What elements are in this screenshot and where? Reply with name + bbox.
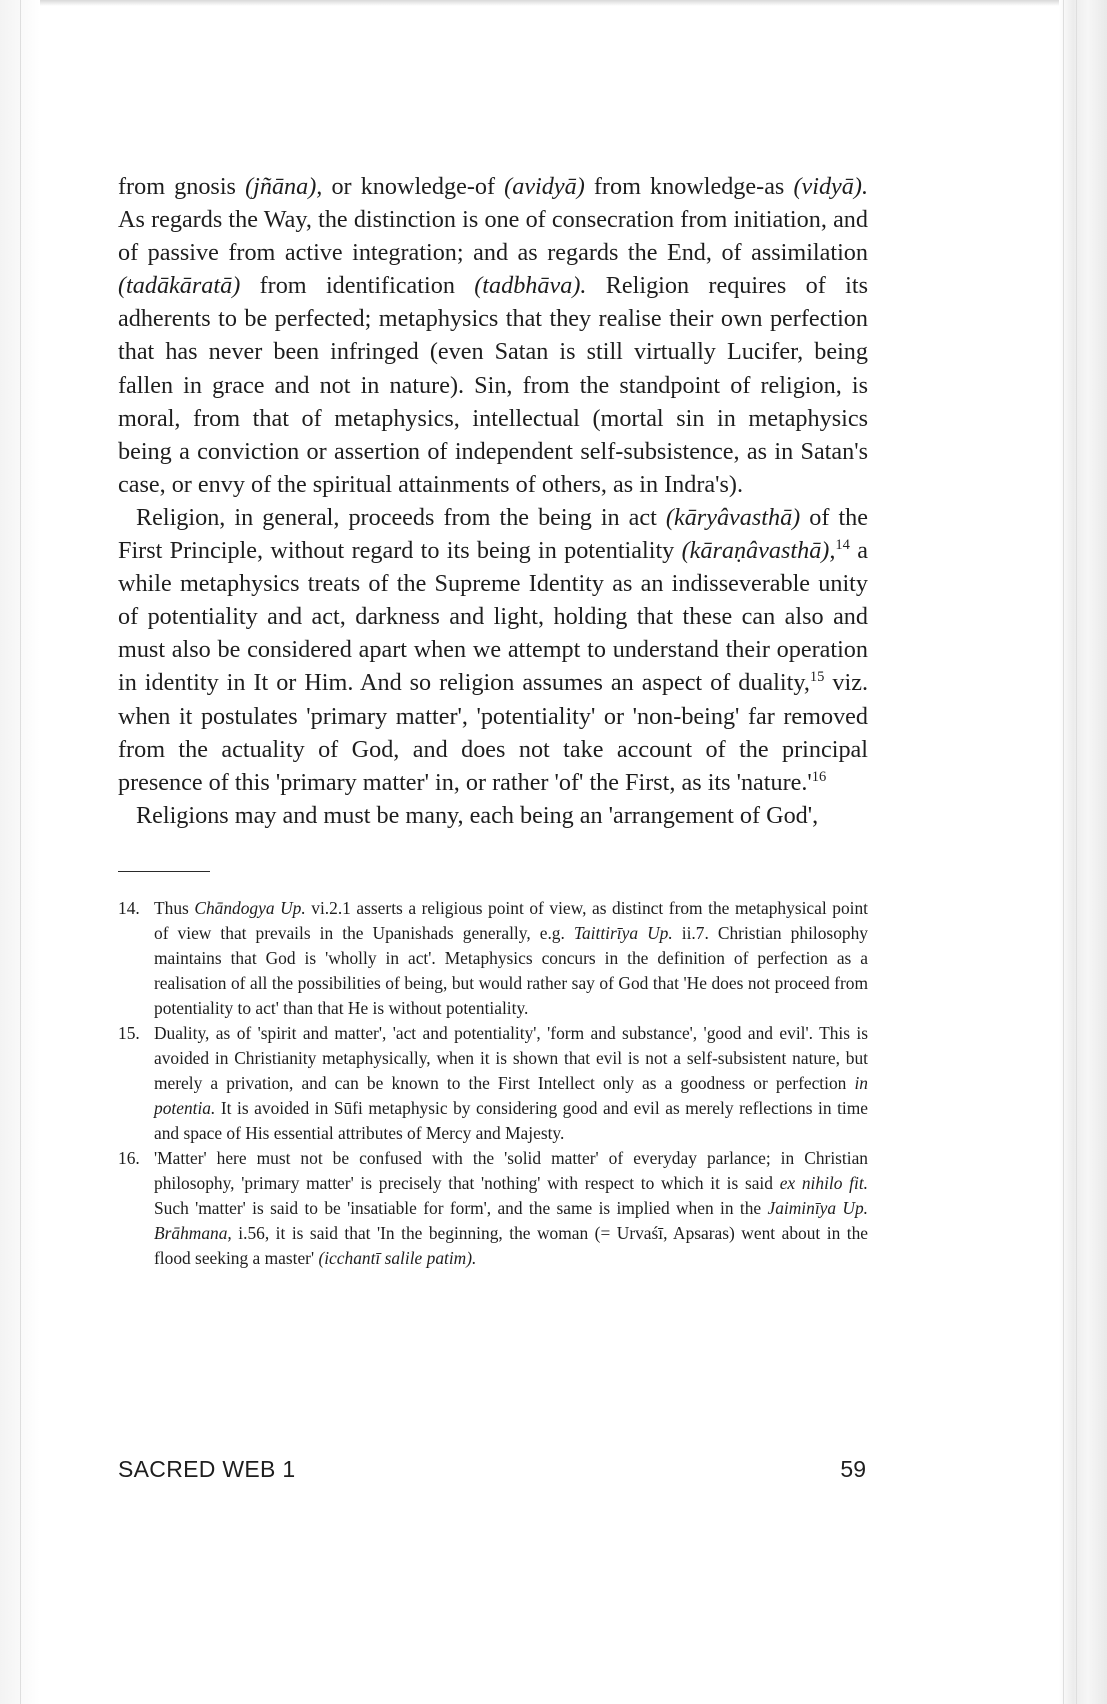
footnote-number: 14. (118, 897, 140, 918)
text: of the First Principle, without regard to its being in potentiality (118, 503, 869, 565)
running-head: SACRED WEB 1 (118, 1456, 296, 1482)
text: or knowledge-of (322, 173, 505, 200)
text: 'Matter' here must not be confused with the 'solid matter' of everyday parlance; in Christian philosophy, 'primary matter' is precisely that 'nothing' with respect to which it is said (154, 1147, 868, 1193)
italic-term: (avidyā) (504, 173, 585, 200)
footnotes (118, 896, 868, 1271)
text: vi.2.1 asserts a religious point of view, as distinct from the metaphysical point of view that prevails in the Upanishads generally, e.g. (154, 897, 868, 943)
text: Religion, in general, proceeds from the being in act (136, 503, 666, 531)
italic-term: (tadākāratā) (118, 272, 241, 300)
page-number: 59 (840, 1456, 866, 1482)
text: ii.7. Christian philosophy maintains that God is 'wholly in act'. Metaphysics concurs in the definition of perfection as a realisation of all the possibilities of being, but would rather say of God that 'He does not proceed from potentiality to act' than that He is without potentiality. (154, 922, 868, 1018)
text: from knowledge-as (584, 173, 794, 200)
text: from identification (240, 272, 475, 300)
paragraph-2 (118, 501, 868, 799)
italic-term: Taittirīya Up. (573, 922, 673, 943)
italic-term: (jñāna), (245, 173, 323, 200)
text: Such 'matter' is said to be 'insatiable for form', and the same is implied when in the (154, 1197, 768, 1218)
footnote-15 (118, 1021, 868, 1146)
text: It is avoided in Sūfi metaphysic by considering good and evil as merely reflections in time and space of His essential attributes of Mercy and Majesty. (154, 1097, 868, 1143)
paragraph-3: Religions may and must be many, each being an 'arrangement of God', (136, 801, 819, 829)
footnote-number: 16. (118, 1147, 140, 1168)
italic-term: (kāraṇâvasthā), (681, 537, 836, 565)
scan-right-shadow (1059, 0, 1107, 1704)
body-text (118, 170, 868, 832)
footnote-ref-14[interactable]: 14 (835, 536, 850, 553)
scan-line (20, 0, 21, 1704)
text: a while metaphysics treats of the Supreme Identity as an indisseverable unity of potentiality and act, darkness and light, holding that these can also and must also be considered apart when we attempt to understand their operation in identity in It or Him. And so religion assumes an aspect of duality, (118, 537, 868, 697)
italic-term: Jaiminīya Up. Brāhmana, (154, 1197, 869, 1243)
footnote-number: 15. (118, 1022, 140, 1043)
text: As regards the Way, the distinction is one of consecration from initiation, and of passive from active integration; and as regards the End, of assimilation (118, 206, 868, 267)
footnote-14 (118, 896, 868, 1021)
scan-line (1076, 0, 1077, 1704)
italic-term: (vidyā). (793, 173, 868, 200)
text: viz. when it postulates 'primary matter', 'potentiality' or 'non-being' far removed from the actuality of God, and does not take account of the principal presence of this 'primary matter' in, or rather 'of' the First, as its 'nature.' (118, 669, 868, 796)
text: Thus (154, 897, 195, 918)
scan-line (1063, 0, 1064, 1704)
italic-term: ex nihilo fit. (779, 1172, 868, 1193)
text: Duality, as of 'spirit and matter', 'act and potentiality', 'form and substance', 'good and evil'. This is avoided in Christianity metaphysically, when it is shown that evil is not a self-subsistent nature, but merely a privation, and can be known to the First Intellect only as a goodness or perfection (154, 1022, 868, 1093)
italic-term: (icchantī salile patim). (318, 1247, 477, 1268)
text: i.56, it is said that 'In the beginning, the woman (= Urvaśī, Apsaras) went about in the flood seeking a master' (154, 1222, 868, 1268)
scan-top-shadow (0, 0, 1107, 6)
italic-term: in potentia. (154, 1072, 868, 1118)
footnote-divider (118, 871, 210, 872)
italic-term: (kāryâvasthā) (665, 503, 801, 531)
paragraph-1 (118, 170, 868, 501)
italic-term: (tadbhāva). (474, 272, 587, 300)
page-content (118, 170, 868, 1271)
footnote-ref-16[interactable]: 16 (811, 768, 827, 785)
footnote-16 (118, 1146, 868, 1271)
footnote-ref-15[interactable]: 15 (809, 669, 825, 686)
text: Religion requires of its adherents to be perfected; metaphysics that they realise their own perfection that has never been infringed (even Satan is still virtually Lucifer, being fallen in grace and not in nature). Sin, from the standpoint of religion, is moral, from that of metaphysics, intellectual (mortal sin in metaphysics being a conviction or assertion of independent self-subsistence, as in Satan's case, or envy of the spiritual attainments of others, as in Indra's). (118, 272, 868, 498)
italic-term: Chāndogya Up. (194, 897, 306, 918)
text: from gnosis (118, 173, 246, 200)
